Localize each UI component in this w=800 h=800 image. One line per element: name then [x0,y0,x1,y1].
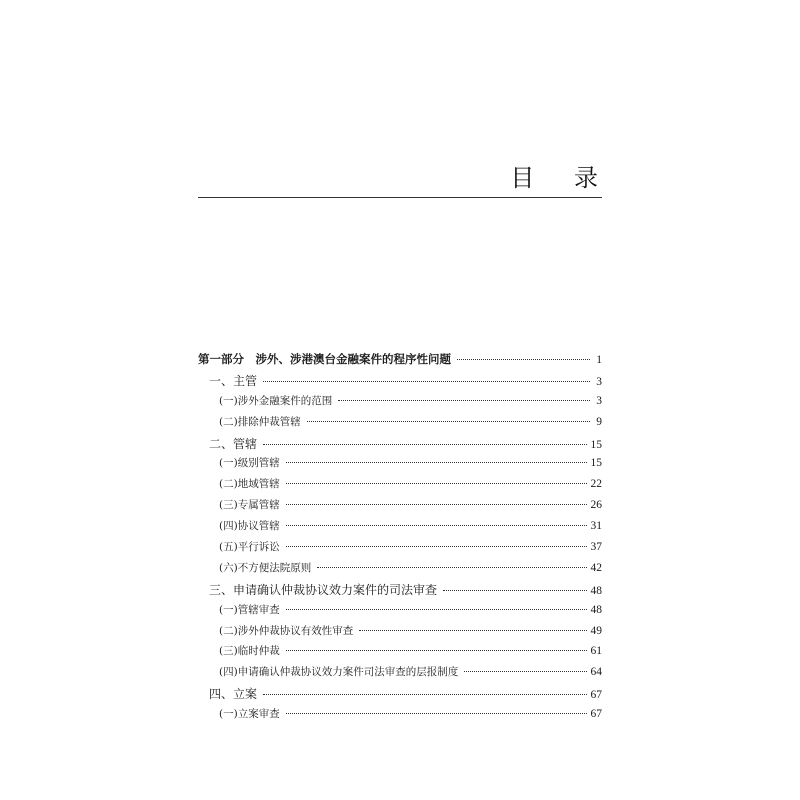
toc-entry[interactable] [198,581,602,602]
toc-page-number: 37 [590,541,602,554]
toc-entry-title: (一)立案审查 [219,708,280,721]
toc-page-number: 64 [590,666,602,679]
title-divider [198,197,602,198]
toc-entry-title: (一)涉外金融案件的范围 [219,394,333,407]
toc-dot-leader [307,421,590,422]
toc-entry[interactable] [198,372,602,393]
toc-dot-leader [464,671,586,672]
toc-dot-leader [338,400,590,401]
toc-entry[interactable] [198,706,602,727]
toc-dot-leader [317,567,586,568]
toc-entry[interactable] [198,393,602,414]
toc-entry-title: 四、立案 [209,687,258,702]
toc-page-number: 1 [596,354,602,366]
toc-entry-title: (二)排除仲裁管辖 [219,415,301,428]
toc-entry-title: (六)不方便法院原则 [219,561,312,574]
toc-entry[interactable] [198,351,602,372]
toc-entry[interactable] [198,560,602,581]
toc-page-number: 49 [590,624,602,637]
toc-dot-leader [286,525,587,526]
toc-page-number: 9 [596,415,602,428]
toc-entry[interactable] [198,455,602,476]
toc-entry[interactable] [198,518,602,539]
toc-page-number: 3 [596,375,602,388]
toc-entry-title: (四)协议管辖 [219,520,280,533]
toc-entry[interactable] [198,539,602,560]
toc-dot-leader [359,630,586,631]
toc-page-number: 67 [590,708,602,721]
toc-dot-leader [457,359,590,360]
toc-entry-title: 二、管辖 [209,436,258,451]
toc-page-number: 48 [590,584,602,597]
toc-entry[interactable] [198,643,602,664]
toc-entry[interactable] [198,435,602,456]
toc-entry[interactable] [198,414,602,435]
toc-entry-title: (二)地域管辖 [219,478,280,491]
toc-entry-title: (四)申请确认仲裁协议效力案件司法审查的层报制度 [219,666,459,679]
toc-page-number: 67 [590,689,602,702]
toc-dot-leader [263,381,590,382]
toc-entry-title: 一、主管 [209,373,258,388]
toc-entry-title: (一)管辖审查 [219,603,280,616]
toc-entry-title: (三)专属管辖 [219,499,280,512]
toc-entry-title: (五)平行诉讼 [219,541,280,554]
toc-page-number: 61 [590,645,602,658]
toc-entry[interactable] [198,476,602,497]
toc-entry[interactable] [198,664,602,685]
toc-entry[interactable] [198,623,602,644]
toc-dot-leader [286,650,587,651]
toc-dot-leader [286,504,587,505]
toc-page-number: 15 [590,457,602,470]
toc-page-number: 15 [590,438,602,451]
toc-page-number: 31 [590,520,602,533]
toc-entry-title: (三)临时仲裁 [219,645,280,658]
toc-page-number: 22 [590,478,602,491]
toc-entry-title: (一)级别管辖 [219,457,280,470]
toc-entry[interactable] [198,685,602,706]
toc-page-number: 3 [596,394,602,407]
toc-dot-leader [286,713,587,714]
table-of-contents [198,351,602,727]
page-title: 目 录 [510,164,614,192]
toc-dot-leader [286,462,587,463]
toc-page-number: 48 [590,603,602,616]
toc-entry-title: 第一部分 涉外、涉港澳台金融案件的程序性问题 [198,352,451,366]
toc-entry-title: (二)涉外仲裁协议有效性审查 [219,624,354,637]
toc-dot-leader [263,694,586,695]
toc-entry[interactable] [198,602,602,623]
toc-dot-leader [286,609,587,610]
toc-entry-title: 三、申请确认仲裁协议效力案件的司法审查 [209,582,438,597]
toc-dot-leader [443,590,586,591]
toc-dot-leader [263,444,586,445]
toc-dot-leader [286,546,587,547]
toc-entry[interactable] [198,497,602,518]
toc-page-number: 26 [590,499,602,512]
toc-dot-leader [286,483,587,484]
toc-page-number: 42 [590,561,602,574]
